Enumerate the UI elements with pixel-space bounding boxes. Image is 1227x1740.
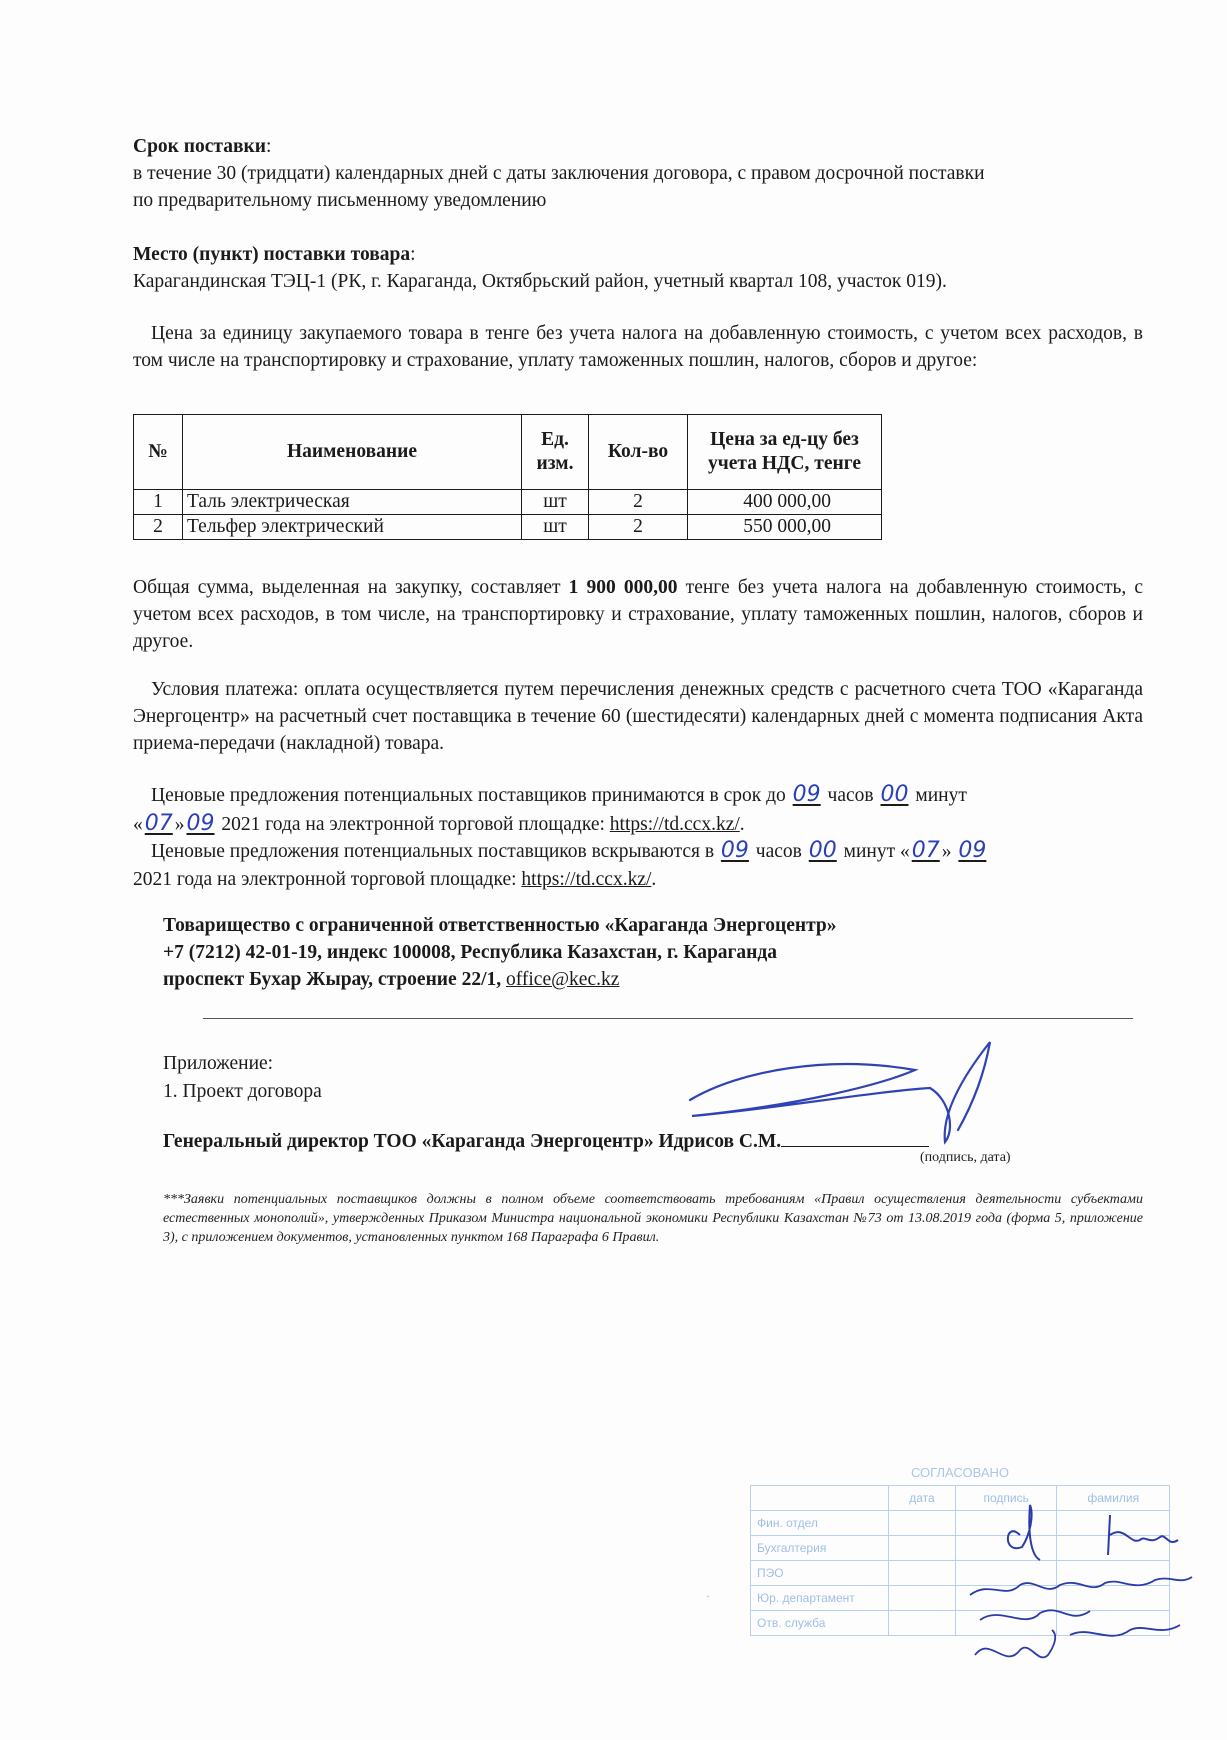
stamp-row-label: Отв. служба (751, 1611, 889, 1636)
table-row (134, 515, 882, 540)
total-amount: 1 900 000,00 (568, 577, 678, 598)
attachment-item: 1. Проект договора (163, 1081, 322, 1102)
col-header-name: Наименование (183, 415, 522, 490)
cell-qty: 2 (589, 490, 688, 515)
opening-text: 2021 года на электронной торговой площадке: (133, 869, 522, 890)
signature-caption: (подпись, дата) (920, 1150, 1011, 1165)
opening-text: . (651, 869, 657, 890)
acceptance-text: Ценовые предложения потенциальных поставщиков принимаются в срок до (151, 785, 791, 806)
stamp-row-label: Юр. департамент (751, 1586, 889, 1611)
attachment-label: Приложение: (163, 1053, 274, 1074)
stamp-row-label: Бухгалтерия (751, 1536, 889, 1561)
email-link[interactable]: office@kec.kz (505, 969, 620, 990)
stamp-visa-signatures (930, 1485, 1210, 1685)
opening-text: часов (750, 841, 807, 862)
payment-terms (133, 676, 1143, 757)
contacts-line-2: +7 (7212) 42-01-19, индекс 100008, Республика Казахстан, г. Караганда (163, 942, 777, 963)
delivery-place-section: Место (пункт) поставки товара: Карагандинская ТЭЦ-1 (РК, г. Караганда, Октябрьский район, учетный квартал 108, участок 019). (133, 241, 1143, 295)
divider (203, 1018, 1133, 1019)
opening-text: » (941, 841, 957, 862)
director-title: Генеральный директор ТОО «Караганда Энергоцентр» Идрисов С.М. (163, 1131, 782, 1152)
handwritten-month: 09 (186, 811, 215, 836)
opening-url-link[interactable]: https://td.ccx.kz/ (521, 869, 652, 890)
signature-blank (781, 1128, 929, 1147)
stamp-title: СОГЛАСОВАНО (910, 1465, 1010, 1480)
acceptance-text: « (133, 814, 143, 835)
cell-unit: шт (522, 515, 589, 540)
acceptance-text: минут (910, 785, 967, 806)
cell-price: 400 000,00 (688, 490, 882, 515)
acceptance-text: » (174, 814, 185, 835)
stamp-col-surname: фамилия (1057, 1486, 1170, 1511)
acceptance-text: часов (822, 785, 879, 806)
handwritten-hour: 09 (792, 782, 821, 807)
delivery-place-text: Карагандинская ТЭЦ-1 (РК, г. Караганда, Октябрьский район, учетный квартал 108, участок 019). (133, 271, 947, 292)
table-header-row (134, 415, 882, 490)
handwritten-month: 09 (958, 838, 987, 863)
table-row (134, 490, 882, 515)
stamp-corner (751, 1486, 889, 1511)
handwritten-minute: 00 (808, 838, 837, 863)
acceptance-url-link[interactable]: https://td.ccx.kz/ (609, 814, 740, 835)
col-header-unit: Ед. изм. (522, 415, 589, 490)
acceptance-paragraph (133, 781, 1143, 839)
cell-num: 2 (134, 515, 183, 540)
stamp-col-signature: подпись (955, 1486, 1057, 1511)
delivery-term-text-1: в течение 30 (тридцати) календарных дней с даты заключения договора, с правом досрочной поставки (133, 163, 985, 184)
total-text-after: тенге без учета налога на добавленную стоимость, с учетом всех расходов, в том числе, на транспортировку и страхование, уплату таможенных пошлин, налогов, сборов и другое. (133, 577, 1144, 652)
cell-qty: 2 (589, 515, 688, 540)
contacts-line-3: проспект Бухар Жырау, строение 22/1, (163, 969, 506, 990)
cell-name: Таль электрическая (183, 490, 522, 515)
col-header-num: № (134, 415, 183, 490)
opening-text: Ценовые предложения потенциальных поставщиков вскрываются в (151, 841, 719, 862)
director-signature-line (163, 1128, 929, 1155)
total-paragraph (133, 574, 1143, 655)
handwritten-minute: 00 (880, 782, 909, 807)
scan-mark: · (706, 1589, 710, 1603)
opening-paragraph (133, 837, 1143, 894)
acceptance-text: . (739, 814, 745, 835)
cell-name: Тельфер электрический (183, 515, 522, 540)
col-header-price: Цена за ед-цу без учета НДС, тенге (688, 415, 882, 490)
handwritten-hour: 09 (720, 838, 749, 863)
stamp-col-date: дата (889, 1486, 956, 1511)
attachment-block (163, 1050, 322, 1106)
contacts-line-1: Товарищество с ограниченной ответственностью «Караганда Энергоцентр» (163, 915, 837, 936)
delivery-term-text-2: по предварительному письменному уведомлению (133, 190, 547, 211)
cell-price: 550 000,00 (688, 515, 882, 540)
payment-terms-text: Условия платежа: оплата осуществляется путем перечисления денежных средств с расчетного счета ТОО «Караганда Энергоцентр» на расчетный счет поставщика в течение 60 (шестидесяти) календарных дней с момента подписания Акта приема-передачи (накладной) товара. (133, 679, 1143, 754)
delivery-term-heading: Срок поставки (133, 136, 266, 157)
delivery-place-heading: Место (пункт) поставки товара (133, 244, 411, 265)
handwritten-day: 07 (144, 811, 173, 836)
cell-unit: шт (522, 490, 589, 515)
opening-text: минут « (838, 841, 910, 862)
footnote: ***Заявки потенциальных поставщиков должны в полном объеме соответствовать требованиям «Правил осуществления деятельности субъектами естественных монополий», утвержденных Приказом Министра национальной экономики Республики Казахстан №73 от 13.08.2019 года (форма 5, приложение 3), с приложением документов, установленных пунктом 168 Параграфа 6 Правил. (163, 1192, 1143, 1245)
stamp-row-label: ПЭО (751, 1561, 889, 1586)
col-header-qty: Кол-во (589, 415, 688, 490)
price-intro (133, 320, 1143, 374)
goods-table (133, 414, 882, 540)
stamp-row-label: Фин. отдел (751, 1511, 889, 1536)
price-intro-text: Цена за единицу закупаемого товара в тенге без учета налога на добавленную стоимость, с учетом всех расходов, в том числе на транспортировку и страхование, уплату таможенных пошлин, налогов, сборов и другое: (133, 323, 1143, 371)
acceptance-text: 2021 года на электронной торговой площадке: (216, 814, 610, 835)
cell-num: 1 (134, 490, 183, 515)
delivery-term-section: Срок поставки: в течение 30 (тридцати) календарных дней с даты заключения договора, с правом досрочной поставки по предварительному письменному уведомлению (133, 133, 1143, 214)
total-text-before: Общая сумма, выделенная на закупку, составляет (133, 577, 569, 598)
company-contacts (163, 912, 1143, 993)
handwritten-day: 07 (911, 838, 940, 863)
